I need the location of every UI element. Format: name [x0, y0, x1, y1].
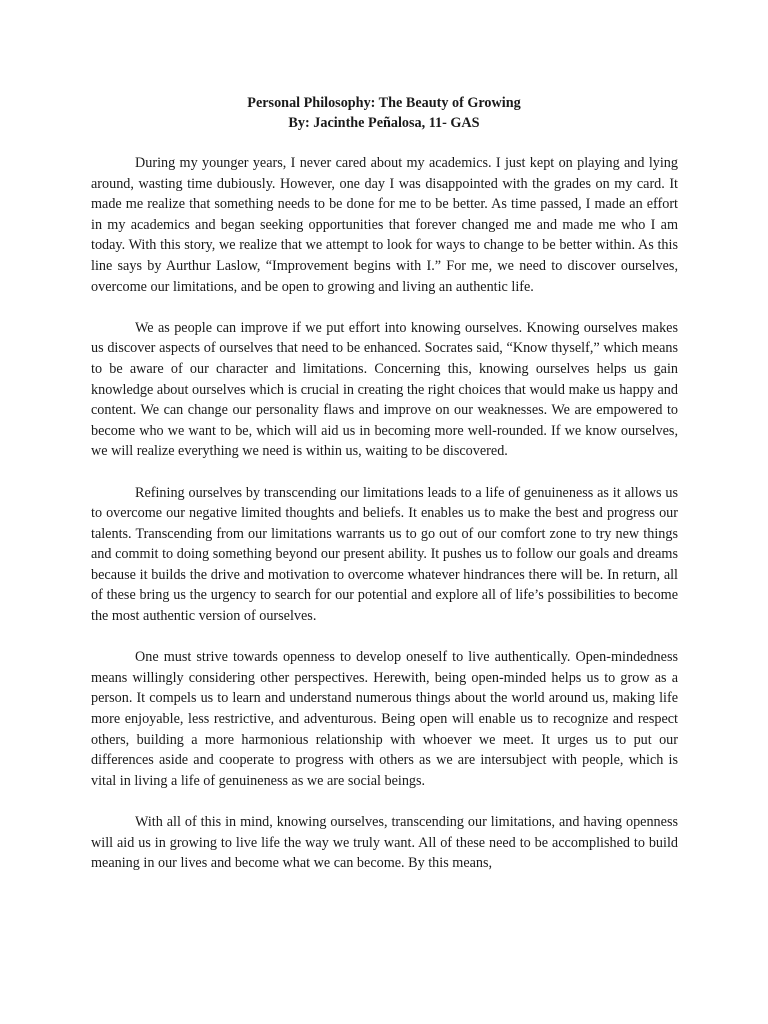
paragraph-2: We as people can improve if we put effort into knowing ourselves. Knowing ourselves makes us discover aspects of ourselves that need to be enhanced. Socrates said, “Know thyself,” which means to be aware of our character and limitations. Concerning this, knowing ourselves helps us gain knowledge about ourselves which is crucial in creating the right choices that would make us happy and content. We can change our personality flaws and improve on our weaknesses. We are empowered to become who we want to be, which will aid us in becoming more well-rounded. If we know ourselves, we will realize everything we need is within us, waiting to be discovered.: [91, 319, 678, 460]
document-title: Personal Philosophy: The Beauty of Growing: [247, 95, 521, 111]
document-byline: By: Jacinthe Peñalosa, 11- GAS: [288, 115, 480, 131]
paragraph-4: One must strive towards openness to develop oneself to live authentically. Open-mindedness means willingly considering other perspectives. Herewith, being open-minded helps us to grow as a person. It compels us to learn and understand numerous things about the world around us, making life more enjoyable, less restrictive, and adventurous. Being open will enable us to recognize and respect others, building a more harmonious relationship with whoever we meet. It urges us to put our differences aside and cooperate to progress with others as we are intersubject with people, which is vital in living a life of genuineness as we are social beings.: [91, 649, 678, 789]
title-block: [0, 93, 768, 133]
paragraph-3: Refining ourselves by transcending our limitations leads to a life of genuineness as it allows us to overcome our negative limited thoughts and beliefs. It enables us to make the best and progress our talents. Transcending from our limitations warrants us to go out of our comfort zone to try new things and commit to doing something beyond our present ability. It pushes us to follow our goals and dreams because it builds the drive and motivation to overcome whatever hindrances there will be. In return, all of these bring us the urgency to search for our potential and explore all of life’s possibilities to become the most authentic version of ourselves.: [91, 484, 678, 625]
document-body: [91, 153, 678, 894]
paragraph-5: With all of this in mind, knowing ourselves, transcending our limitations, and having openness will aid us in growing to live life the way we truly want. All of these need to be accomplished to build meaning in our lives and become what we can become. By this means,: [91, 814, 678, 872]
paragraph-1: During my younger years, I never cared about my academics. I just kept on playing and lying around, wasting time dubiously. However, one day I was disappointed with the grades on my card. It made me realize that something needs to be done for me to be better. As time passed, I made an effort in my academics and began seeking opportunities that forever changed me and made me who I am today. With this story, we realize that we attempt to look for ways to change to be better within. As this line says by Aurthur Laslow, “Improvement begins with I.” For me, we need to discover ourselves, overcome our limitations, and be open to growing and living an authentic life.: [91, 155, 678, 295]
